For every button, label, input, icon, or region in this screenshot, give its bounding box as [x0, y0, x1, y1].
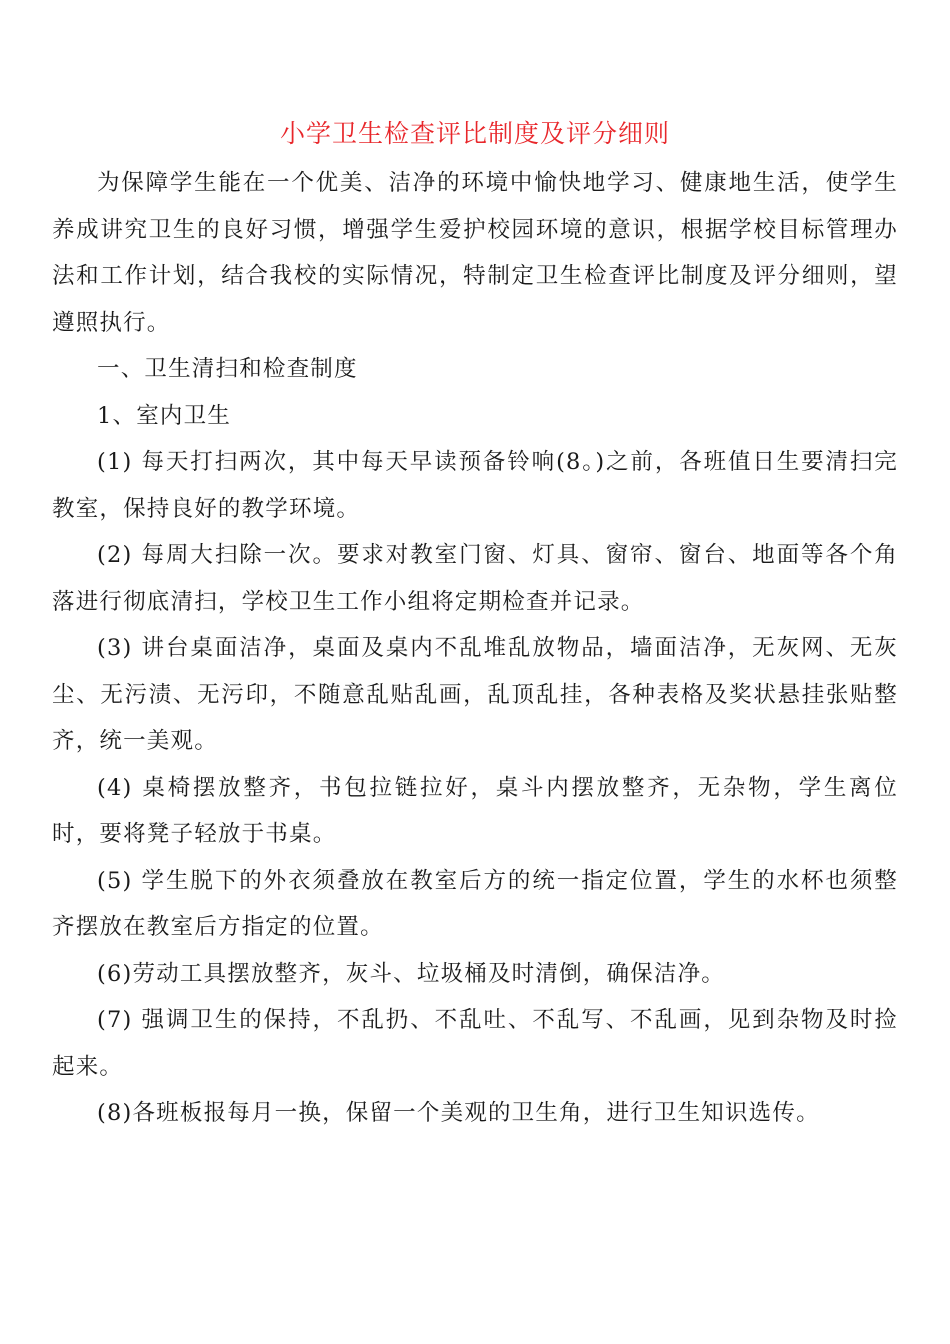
rule-item-7: (7) 强调卫生的保持，不乱扔、不乱吐、不乱写、不乱画，见到杂物及时捡起来。: [52, 1007, 898, 1080]
rule-item-1: (1) 每天打扫两次，其中每天早读预备铃响(8。)之前，各班值日生要清扫完教室，保持良好的教学环境。: [52, 449, 898, 522]
intro-paragraph: 为保障学生能在一个优美、洁净的环境中愉快地学习、健康地生活，使学生养成讲究卫生的良好习惯，增强学生爱护校园环境的意识，根据学校目标管理办法和工作计划，结合我校的实际情况，特制定卫生检查评比制度及评分细则，望遵照执行。: [52, 170, 898, 336]
document-body: [52, 160, 898, 1137]
rule-item-5: (5) 学生脱下的外衣须叠放在教室后方的统一指定位置，学生的水杯也须整齐摆放在教室后方指定的位置。: [52, 867, 898, 940]
document-title: 小学卫生检查评比制度及评分细则: [279, 119, 670, 148]
subsection-heading-indoor: 1、室内卫生: [97, 402, 232, 429]
rule-item-3: (3) 讲台桌面洁净，桌面及桌内不乱堆乱放物品，墙面洁净，无灰网、无灰尘、无污渍、无污印，不随意乱贴乱画，乱顶乱挂，各种表格及奖状悬挂张贴整齐，统一美观。: [52, 635, 898, 754]
rule-item-4: (4) 桌椅摆放整齐，书包拉链拉好，桌斗内摆放整齐，无杂物，学生离位时，要将凳子轻放于书桌。: [52, 774, 898, 847]
rule-item-6: (6)劳动工具摆放整齐，灰斗、垃圾桶及时清倒，确保洁净。: [97, 960, 725, 987]
rule-item-8: (8)各班板报每月一换，保留一个美观的卫生角，进行卫生知识选传。: [97, 1100, 820, 1126]
section-heading-1: 一、卫生清扫和检查制度: [97, 356, 358, 382]
rule-item-2: (2) 每周大扫除一次。要求对教室门窗、灯具、窗帘、窗台、地面等各个角落进行彻底清扫，学校卫生工作小组将定期检查并记录。: [52, 542, 898, 615]
